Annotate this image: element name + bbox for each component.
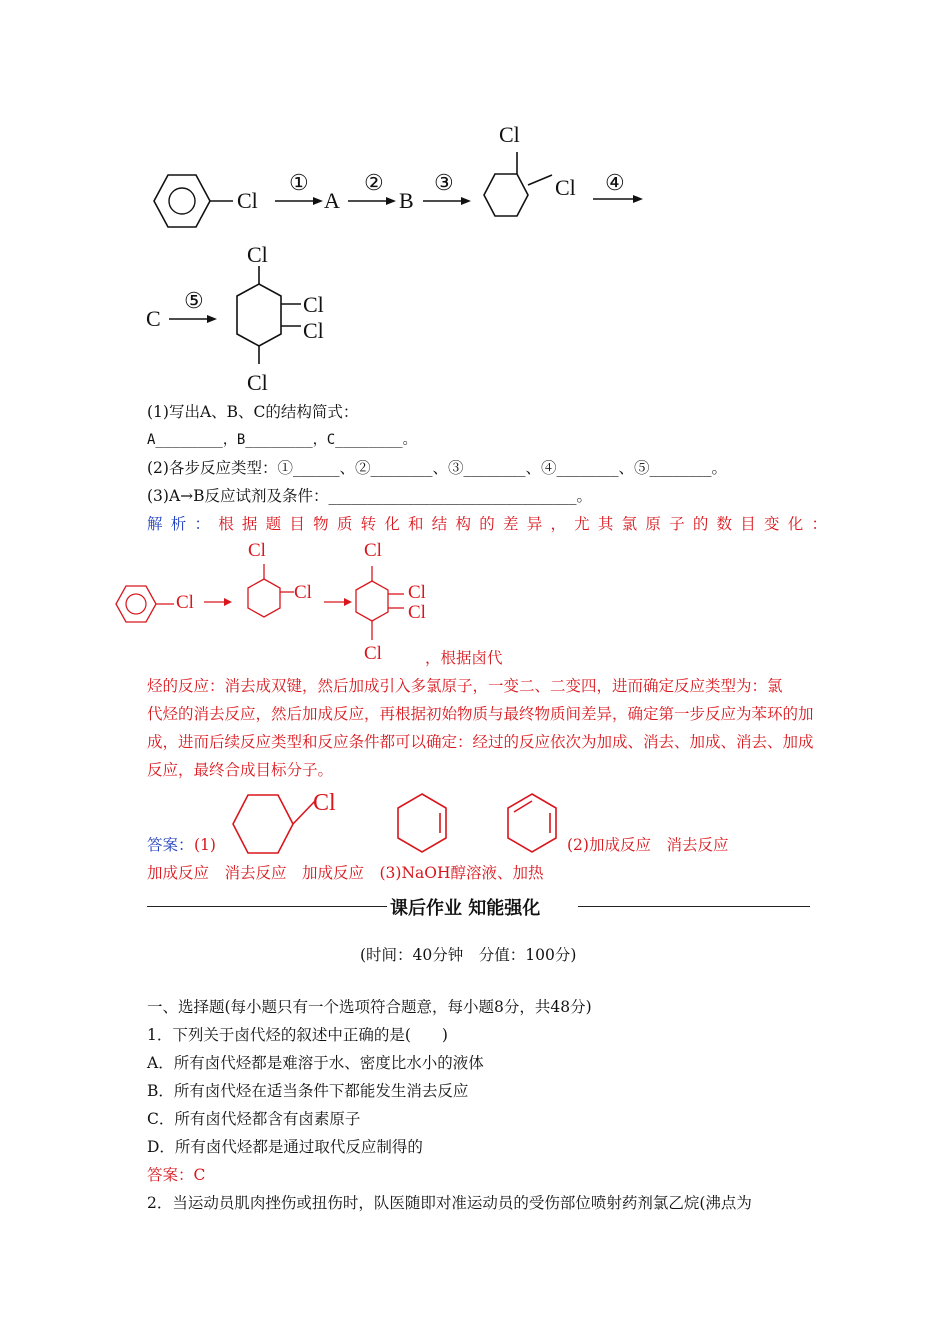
mc-option-a: A．所有卤代烃都是难溶于水、密度比水小的液体	[147, 1054, 484, 1072]
step-4-label: ④	[605, 170, 625, 195]
step-5-label: ⑤	[184, 288, 204, 313]
answer-cyclohexene	[396, 792, 456, 856]
mc-answer-1: 答案：C	[147, 1166, 206, 1184]
arrow-1	[275, 196, 323, 206]
red-chlorobenzene	[116, 584, 176, 624]
step-3-label: ③	[434, 170, 454, 195]
answer-chlorocyclohexane-cl: Cl	[313, 790, 336, 816]
red-tetrachloro-cl-right-2: Cl	[408, 602, 426, 623]
analysis-after-scheme: ，根据卤代	[425, 649, 503, 667]
mc-question-1: 1．下列关于卤代烃的叙述中正确的是( )	[147, 1026, 448, 1044]
mc-option-c: C．所有卤代烃都含有卤素原子	[147, 1110, 361, 1128]
tetrachloro-cl-right-1: Cl	[303, 292, 324, 317]
answer-line-2: 加成反应 消去反应 加成反应 (3)NaOH醇溶液、加热	[147, 864, 544, 882]
arrow-3	[423, 196, 471, 206]
question-1: (1)写出A、B、C的结构简式：	[147, 403, 359, 421]
dichloro-cl-right: Cl	[555, 175, 576, 200]
answer-part-2: (2)加成反应 消去反应	[567, 836, 729, 854]
red-tetrachloro-cl-right-1: Cl	[408, 582, 426, 603]
dichloro-cl-top: Cl	[499, 122, 520, 147]
section-divider-left	[147, 906, 387, 907]
mc-heading: 一、选择题(每小题只有一个选项符合题意，每小题8分，共48分)	[147, 998, 592, 1016]
answer-label: 答案：	[147, 836, 194, 854]
dichlorocyclohexane-structure	[480, 150, 560, 230]
red-tetrachloro-cl-bottom: Cl	[364, 643, 382, 664]
arrow-2	[348, 196, 396, 206]
analysis-paragraph-2: 代烃的消去反应，然后加成反应，再根据初始物质与最终物质间差异，确定第一步反应为苯环的加	[147, 705, 814, 723]
arrow-5	[169, 314, 217, 324]
time-info: (时间：40分钟 分值：100分)	[360, 946, 577, 964]
red-dichloro-cl-right: Cl	[294, 582, 312, 603]
analysis-paragraph-3: 成，进而后续反应类型和反应条件都可以确定：经过的反应依次为加成、消去、加成、消去、加成	[147, 733, 814, 751]
section-divider-right	[578, 906, 810, 907]
answer-cyclohexadiene	[506, 792, 566, 856]
question-1-blanks: A________，B________，C________。	[147, 432, 417, 448]
mc-question-2: 2．当运动员肌肉挫伤或扭伤时，队医随即对准运动员的受伤部位喷射药剂氯乙烷(沸点为	[147, 1194, 752, 1212]
compound-a: A	[324, 188, 340, 213]
red-dichloro-cl-top: Cl	[248, 540, 266, 561]
question-3: (3)A→B反应试剂及条件：________________________________。	[147, 487, 593, 505]
chlorobenzene-structure	[155, 173, 215, 229]
tetrachloro-cl-top: Cl	[247, 242, 268, 267]
red-chlorobenzene-cl: Cl	[176, 592, 194, 613]
mc-option-b: B．所有卤代烃在适当条件下都能发生消去反应	[147, 1082, 469, 1100]
analysis-label: 解析：	[147, 515, 219, 533]
analysis-line-1	[147, 514, 827, 534]
compound-b: B	[399, 188, 414, 213]
section-title: 课后作业 知能强化	[390, 898, 541, 919]
step-1-label: ①	[289, 170, 309, 195]
question-2: (2)各步反应类型：①______、②________、③________、④________、⑤________。	[147, 459, 727, 477]
mc-option-d: D．所有卤代烃都是通过取代反应制得的	[147, 1138, 423, 1156]
analysis-intro: 根据题目物质转化和结构的差异，尤其氯原子的数目变化：	[218, 515, 827, 533]
tetrachloro-cl-right-2: Cl	[303, 318, 324, 343]
tetrachloro-cl-bottom: Cl	[247, 370, 268, 395]
answer-part-1: (1)	[194, 836, 216, 854]
chlorobenzene-cl: Cl	[237, 188, 258, 213]
analysis-paragraph-1: 烃的反应：消去成双键，然后加成引入多氯原子，一变二、二变四，进而确定反应类型为：氯	[147, 677, 783, 695]
red-arrow-2	[324, 598, 352, 606]
compound-c: C	[146, 306, 161, 331]
tetrachlorocyclohexane-structure	[225, 262, 315, 374]
red-tetrachloro-cl-top: Cl	[364, 540, 382, 561]
arrow-4	[593, 194, 643, 204]
red-arrow-1	[204, 598, 232, 606]
analysis-paragraph-4: 反应，最终合成目标分子。	[147, 761, 334, 779]
step-2-label: ②	[364, 170, 384, 195]
